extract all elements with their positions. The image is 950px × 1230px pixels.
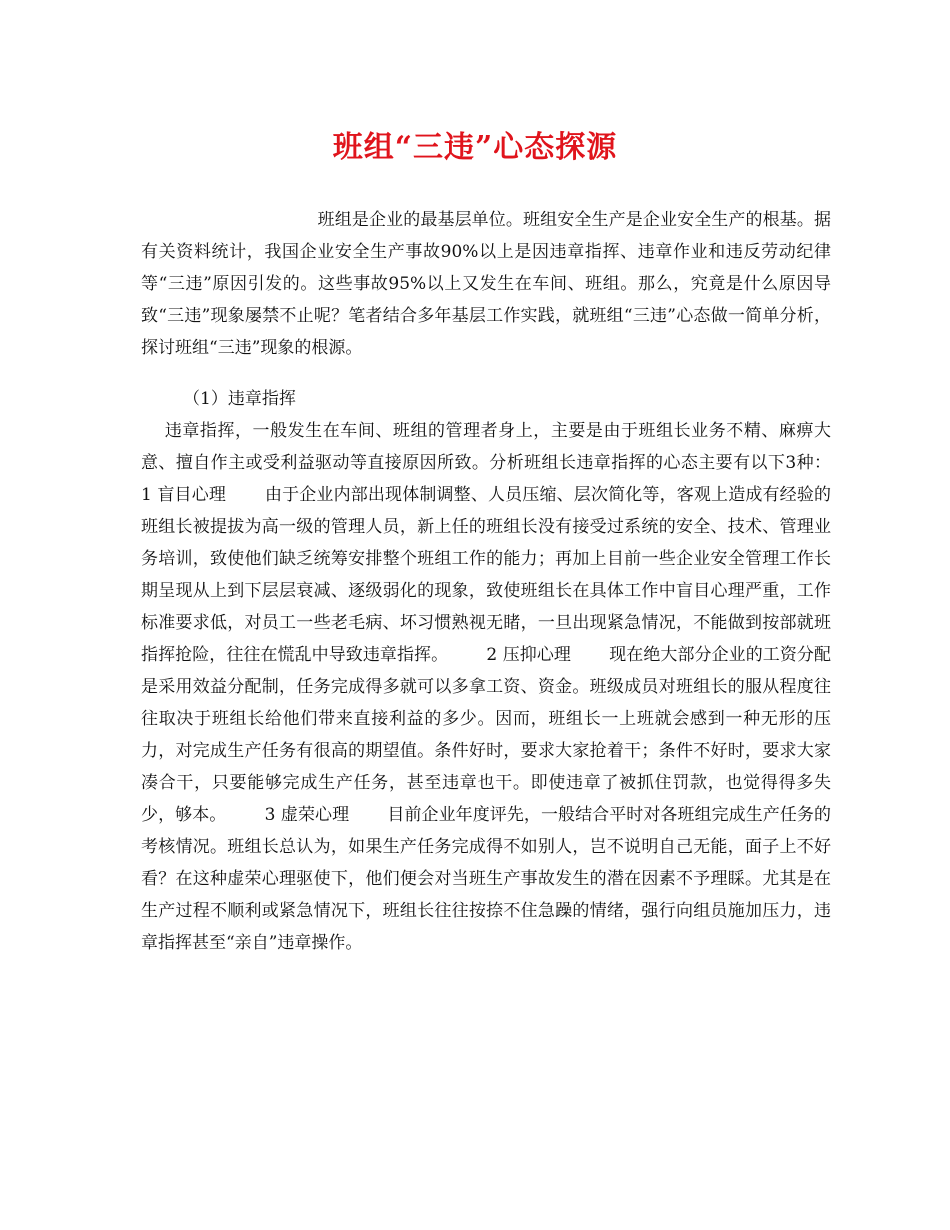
document-title: 班组“三违”心态探源	[332, 130, 618, 165]
section-heading: （1）违章指挥	[183, 389, 296, 409]
section-body-paragraph: 违章指挥，一般发生在车间、班组的管理者身上，主要是由于班组长业务不精、麻痹大意、擅自作主或受利益驱动等直接原因所致。分析班组长违章指挥的心态主要有以下3种： 1 盲目心理 由于企业内部出现体制调整、人员压缩、层次简化等，客观上造成有经验的班组长被提拔为高一级的管理人员，新上任的班组长没有接受过系统的安全、技术、管理业务培训，致使他们缺乏统筹安排整个班组工作的能力；再加上目前一些企业安全管理工作长期呈现从上到下层层衰减、逐级弱化的现象，致使班组长在具体工作中盲目心理严重，工作标准要求低，对员工一些老毛病、坏习惯熟视无睹，一旦出现紧急情况，不能做到按部就班指挥抢险，往往在慌乱中导致违章指挥。 2 压抑心理 现在绝大部分企业的工资分配是采用效益分配制，任务完成得多就可以多拿工资、资金。班级成员对班组长的服从程度往往取决于班组长给他们带来直接利益的多少。因而，班组长一上班就会感到一种无形的压力，对完成生产任务有很高的期望值。条件好时，要求大家抢着干；条件不好时，要求大家凑合干，只要能够完成生产任务，甚至违章也干。即使违章了被抓住罚款，也觉得得多失少，够本。 3 虚荣心理 目前企业年度评先，一般结合平时对各班组完成生产任务的考核情况。班组长总认为，如果生产任务完成得不如别人，岂不说明自己无能，面子上不好看？在这种虚荣心理驱使下，他们便会对当班生产事故发生的潜在因素不予理睬。尤其是在生产过程不顺利或紧急情况下，班组长往往按捺不住急躁的情绪，强行向组员施加压力，违章指挥甚至“亲自”违章操作。	[141, 421, 869, 953]
intro-paragraph: 班组是企业的最基层单位。班组安全生产是企业安全生产的根基。据有关资料统计，我国企业安全生产事故90%以上是因违章指挥、违章作业和违反劳动纪律等“三违”原因引发的。这些事故95%以上又发生在车间、班组。那么，究竟是什么原因导致“三违”现象屡禁不止呢？笔者结合多年基层工作实践，就班组“三违”心态做一简单分析，探讨班组“三违”现象的根源。	[141, 210, 832, 358]
